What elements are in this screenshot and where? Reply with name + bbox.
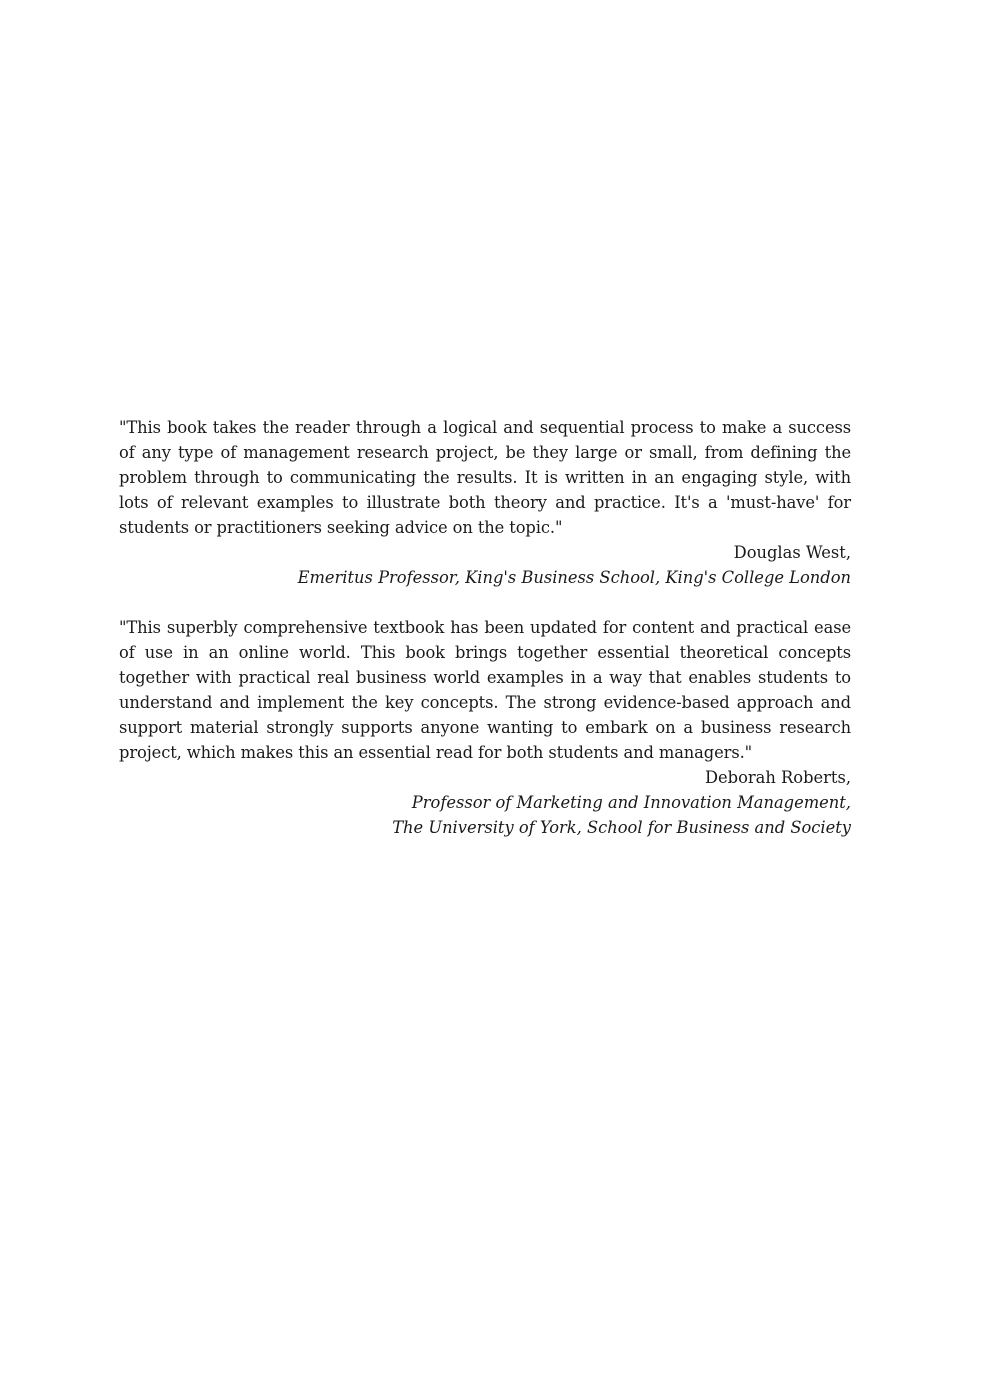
endorsement-attribution: [119, 765, 851, 840]
endorsement-deborah-roberts: [119, 615, 851, 840]
endorsement-douglas-west: [119, 415, 851, 590]
endorser-name: Deborah Roberts,: [704, 768, 851, 787]
endorsement-attribution: [119, 540, 851, 590]
endorsement-quote: "This book takes the reader through a logical and sequential process to make a success of any type of management research project, be they large or small, from defining the problem through to communicating the results. It is written in an engaging style, with lots of relevant examples to illustrate both theory and practice. It's a 'must-have' for students or practitioners seeking advice on the topic.": [119, 418, 851, 537]
endorser-name: Douglas West,: [733, 543, 851, 562]
endorser-affiliation: Professor of Marketing and Innovation Management,: [411, 793, 851, 812]
endorsements-section: [119, 415, 851, 865]
endorsement-quote: "This superbly comprehensive textbook has been updated for content and practical ease of use in an online world. This book brings together essential theoretical concepts together with practical real business world examples in a way that enables students to understand and implement the key concepts. The strong evidence-based approach and support material strongly supports anyone wanting to embark on a business research project, which makes this an essential read for both students and managers.": [119, 618, 851, 762]
endorser-affiliation: The University of York, School for Business and Society: [392, 818, 851, 837]
endorser-affiliation: Emeritus Professor, King's Business School, King's College London: [297, 568, 851, 587]
